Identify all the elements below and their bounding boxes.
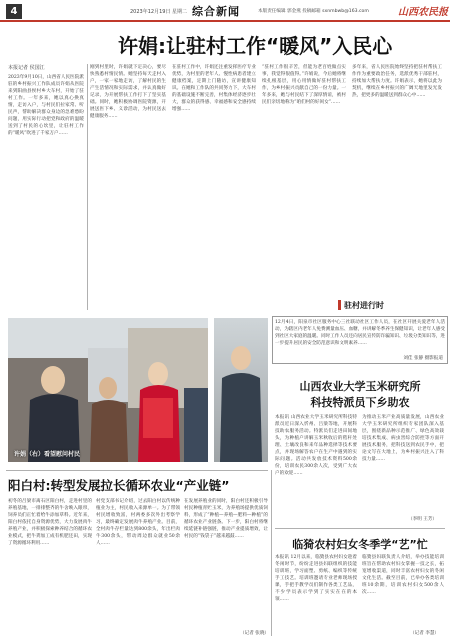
village-body-col1: 初冬的吕梁市离石区阳白村，走进村里的养殖基地，一排排整齐的牛舍映入眼帘，饲养员们正忙着给牛添加草料。近年来，阳白村依托自身资源优势，大力发展肉牛养殖产业，并积极探索种养结合的循环农业模式，把牛粪加工成有机肥还田，实现了资源循环利用…… bbox=[8, 499, 92, 546]
village-body-col2: 村党支部书记介绍，过去阳白村以传统种植业为主，村民收入来源单一。为了带领村民增收致富，村两委多次外出考察学习，最终确定发展肉牛养殖产业。目前，全村肉牛存栏量达到800余头，年出栏肉牛300余头，带动周边群众就业50余人…… bbox=[96, 499, 180, 546]
village-visit-illustration bbox=[8, 318, 208, 462]
notice-byline: 刘佳 张静 摄影报道 bbox=[403, 356, 443, 361]
section-divider bbox=[275, 528, 445, 529]
headline-body-col2: 刚到村里时，许娟就下定决心，要尽快熟悉村情民情。她坚持每天走村入户，一家一家地走访，了解村民的生产生活情况和实际需求，并认真做好记录，为开展帮扶工作打下了坚实基础。同时，她积极协调医院资源，开展送医下乡、义诊活动，为村民送去健康服务…… bbox=[90, 65, 166, 119]
side-photo bbox=[214, 318, 268, 462]
editor-line: 本版责任编辑 郭金燕 投稿邮箱 sxnmbwb@163.com bbox=[258, 9, 369, 14]
culture-title: 临猗农村妇女冬季学“艺”忙 bbox=[292, 538, 428, 551]
section-divider bbox=[6, 470, 268, 471]
headline-body-col5: 多年来，省人民医院始终坚持把驻村帮扶工作作为重要政治任务，选派优秀干部驻村，持续加大帮扶力度。许娟表示，她将以此为契机，继续在乡村振兴的广阔天地里发光发热，把更多的温暖送到群众心中…… bbox=[352, 65, 442, 98]
science-body-col1: 本报讯 山西农业大学玉米研究所科技特派员近日深入忻州、吕梁等地，开展科技助农服务活动。特派员们走进田间地头，为种植户讲解玉米秋收后的秸秆处理、土壤改良和来年品种选择等技术要点，并现场解答农户在生产中遇到的实际问题。活动共发放技术资料500余份，培训农民300余人次，受到广大农户的欢迎…… bbox=[275, 415, 357, 476]
culture-body-col2: 临猗县妇联负责人介绍，举办技能培训班旨在帮助农村妇女掌握一技之长，拓宽增收渠道，同时丰富农村妇女的冬闲文化生活。截至目前，已举办各类培训班10余期，培训农村妇女500余人次…… bbox=[362, 555, 444, 595]
science-title-line2: 科技特派员下乡助农 bbox=[310, 396, 410, 409]
headline-title: 许娟:让驻村工作“暖风”入民心 bbox=[118, 34, 393, 58]
page-number: 4 bbox=[6, 4, 22, 19]
headline-body-col1: 2023年9月10日，山西省人民医院派驻的乡村振兴工作队成员许娟从医院来到阳曲县侯村乡大车村，开始了驻村工作。一年多来，她以真心换真情，走访入户，与村民们拉家常、听民声，帮助解决群众身边的急难愁盼问题，用实际行动把党和政府的温暖送到了村民的心坎里，让驻村工作的“暖风”吹进了千家万户…… bbox=[8, 75, 84, 136]
masthead-logo: 山西农民报 bbox=[398, 7, 448, 18]
headline-photo bbox=[8, 318, 208, 462]
science-byline: （李明 王芳） bbox=[408, 517, 438, 522]
culture-body-col1: 本报讯 12月以来，临猗县农村妇女趁着冬闲时节，纷纷走进县妇联组织的技能培训班，学习面塑、剪纸、编织等传统手工技艺。培训班邀请专业老师现场授课，手把手教学员们制作各类工艺品，不少学员表示学到了实实在在的本领…… bbox=[275, 555, 357, 602]
column-divider bbox=[87, 64, 88, 310]
column-divider bbox=[271, 470, 272, 636]
column-tag-bar bbox=[338, 300, 341, 310]
village-title: 阳白村:转型发展拉长循环农业“产业链” bbox=[8, 478, 230, 493]
column-tag: 驻村进行时 bbox=[344, 301, 384, 310]
notice-box bbox=[272, 316, 448, 364]
headline-body-col3: 在驻村工作中，许娟还注重发挥医疗专业优势，为村里的老年人、慢性病患者建立健康档案，定期上门随访，宣讲健康知识。在她和工作队的共同努力下，大车村的基础设施不断完善，村集体经济逐步壮大，群众的获得感、幸福感和安全感持续增强…… bbox=[172, 65, 256, 112]
notice-text: 12月4日，阳泉市社区服务中心三社联动社区工作人员，在社区开展关爱老年人活动，为辖区内老年人免费测量血压、血糖，并讲解冬季养生保健知识，让老年人感受到社区大家庭的温暖。同时工作人员还向居民宣传防诈骗知识、垃圾分类知识等，进一步提升居民的安全防范意识和文明素养…… bbox=[275, 320, 445, 346]
science-title-line1: 山西农业大学玉米研究所 bbox=[299, 380, 421, 393]
header-rule bbox=[0, 20, 450, 22]
culture-byline: （记者 李慧） bbox=[410, 631, 440, 636]
photo-caption: 许娟（右）看望慰问村民 bbox=[14, 451, 81, 458]
section-title: 综合新闻 bbox=[192, 5, 240, 18]
village-body-col3: 在发展养殖业的同时，阳白村还积极引导村民种植青贮玉米，为养殖场提供优质饲料，形成了“种植—养殖—肥料—种植”的循环农业产业链条。下一步，阳白村将继续延链补链强链，推动产业提质增效，让村民的“钱袋子”越来越鼓…… bbox=[184, 499, 268, 539]
headline-body-col4: “驻村工作很辛苦，但能为老百姓做点实事，我觉得很值得。”许娟说，今后她将继续扎根基层，用心用情做好驻村帮扶工作，为乡村振兴贡献自己的一份力量。一年多来，她与村民结下了深厚情谊，被村民们亲切地称为“咱们村的好闺女”…… bbox=[262, 65, 346, 105]
person-illustration bbox=[214, 318, 268, 462]
science-body-col2: 为推动玉米产业高质量发展，山西农业大学玉米研究所组织专家团队深入基层，围绕新品种示范推广、绿色高效栽培技术集成、病虫害综合防控等方面开展技术服务，把科技送到农民手中，把论文写在大地上，为乡村振兴注入了科技力量…… bbox=[362, 415, 444, 462]
village-byline: （记者 张晓） bbox=[240, 631, 270, 636]
headline-byline: 本报记者 侯国江 bbox=[8, 65, 45, 71]
date-line: 2023年12月19日 星期二 bbox=[130, 9, 188, 15]
